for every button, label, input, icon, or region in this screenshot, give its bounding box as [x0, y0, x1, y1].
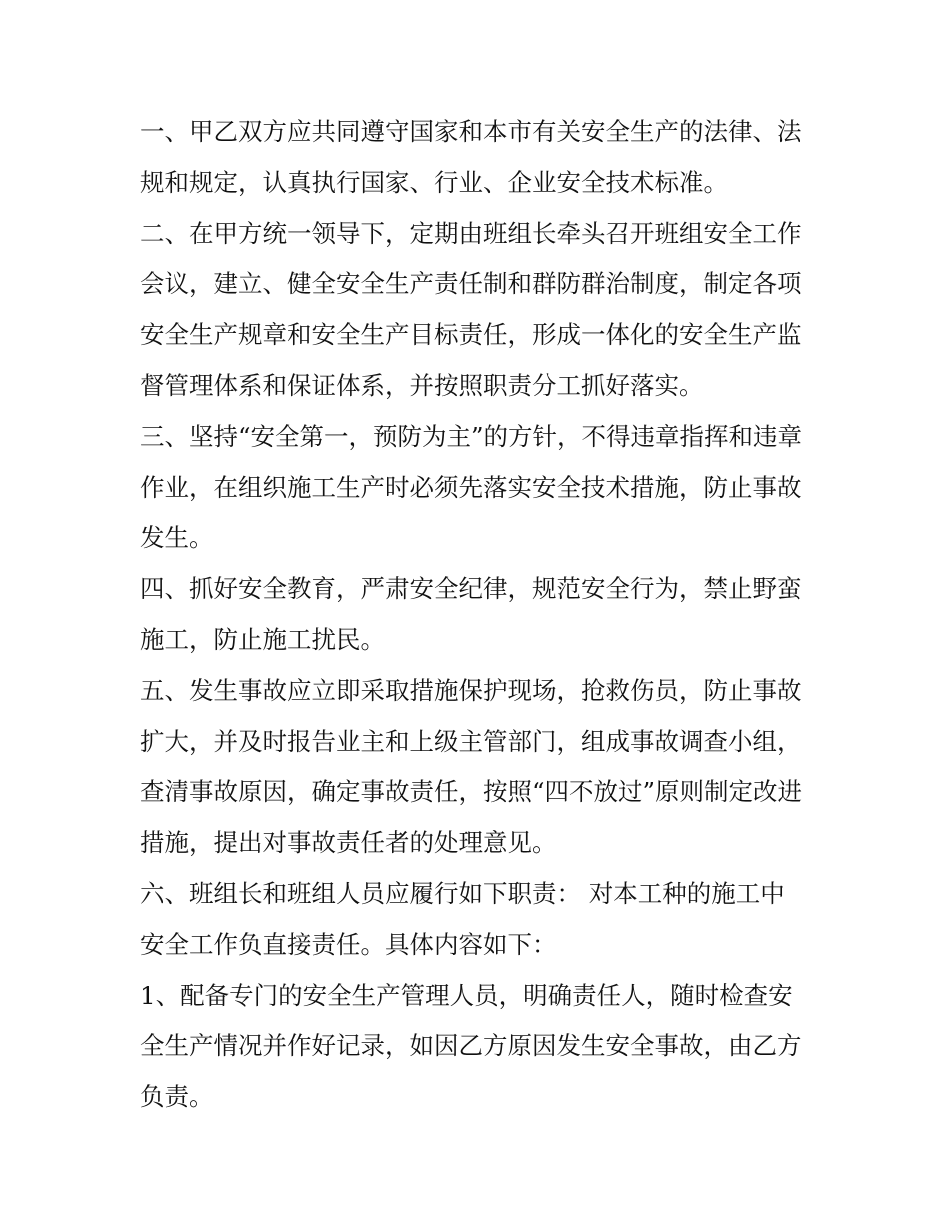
text-line: 一、甲乙双方应共同遵守国家和本市有关安全生产的法律、法 — [140, 117, 802, 146]
text-line: 安全工作负直接责任。具体内容如下： — [140, 929, 557, 959]
text-line: 全生产情况并作好记录，如因乙方原因发生安全事故，由乙方 — [140, 1031, 802, 1061]
text-line: 施工，防止施工扰民。 — [140, 624, 385, 654]
text-line: 查清事故原因，确定事故责任，按照“四不放过”原则制定改进 — [140, 777, 803, 807]
text-line: 督管理体系和保证体系，并按照职责分工抓好落实。 — [140, 370, 704, 400]
text-line: 1、配备专门的安全生产管理人员，明确责任人，随时检查安 — [140, 980, 793, 1010]
text-line: 安全生产规章和安全生产目标责任，形成一体化的安全生产监 — [140, 320, 802, 350]
text-line: 四、抓好安全教育，严肃安全纪律，规范安全行为，禁止野蛮 — [140, 574, 802, 604]
text-line: 会议，建立、健全安全生产责任制和群防群治制度，制定各项 — [140, 269, 802, 299]
text-line: 措施，提出对事故责任者的处理意见。 — [140, 828, 557, 858]
text-line: 三、坚持“安全第一，预防为主”的方针，不得违章指挥和违章 — [140, 421, 803, 451]
text-line: 五、发生事故应立即采取措施保护现场，抢救伤员，防止事故 — [140, 675, 802, 705]
text-line: 负责。 — [140, 1082, 214, 1112]
text-line: 二、在甲方统一领导下，定期由班组长牵头召开班组安全工作 — [140, 218, 802, 248]
text-line: 作业，在组织施工生产时必须先落实安全技术措施，防止事故 — [140, 472, 802, 502]
text-line: 扩大，并及时报告业主和上级主管部门，组成事故调查小组， — [140, 726, 802, 756]
text-line: 规和规定，认真执行国家、行业、企业安全技术标准。 — [140, 167, 728, 197]
document-body — [140, 107, 820, 1123]
text-line: 发生。 — [140, 523, 214, 553]
text-line: 六、班组长和班组人员应履行如下职责： 对本工种的施工中 — [140, 878, 785, 908]
